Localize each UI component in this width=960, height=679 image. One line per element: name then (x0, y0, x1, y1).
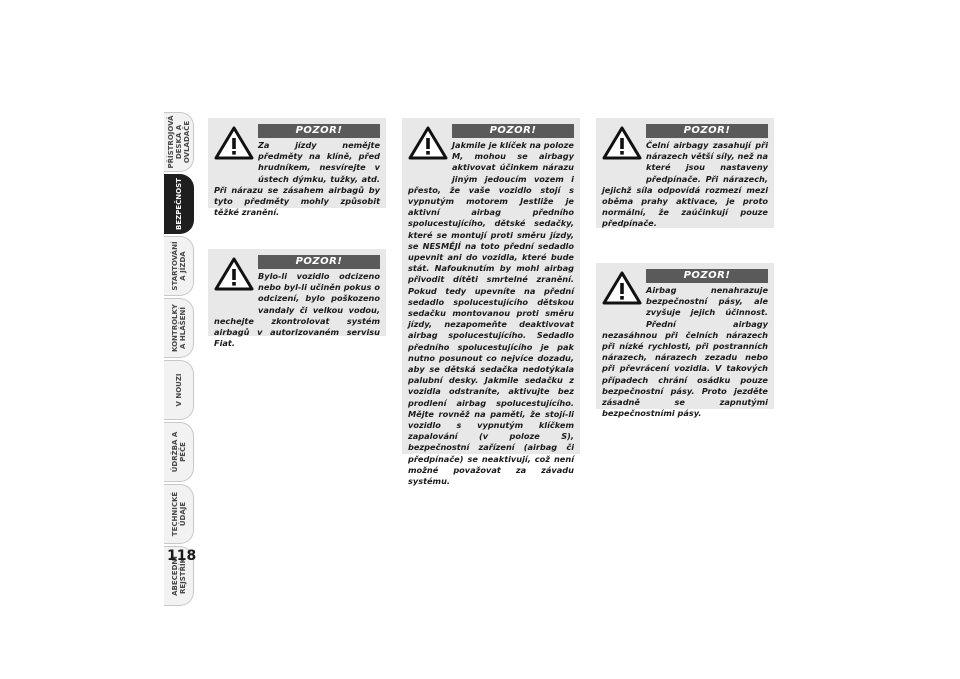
warning-triangle-icon (408, 126, 448, 160)
page-number: 118 (167, 548, 197, 564)
tab-label: STARTOVÁNÍ A JÍZDA (170, 241, 187, 291)
warning-text: Jakmile je klíček na poloze M, mohou se airbagy aktivovat účinkem nárazu jiným jedoucím vozem i přesto, že vaše vozidlo stojí s vypnutým motorem Jestliže je aktivní airbag předního spolucestujícího, dětské sedačky, které se montují proti směru jízdy, se NESMĚJÍ na toto přední sedadlo upevnit ani do vozidla, které bude stát. Nafouknutím by mohl airbag přivodit dítěti smrtelné zranění. Pokud tedy upevníte na přední sedadlo spolucestujícího dětskou sedačku montovanou proti směru jízdy, nezapomeňte deaktivovat airbag spolucestujícího. Sedadlo předního spolucestujícího je pak nutno posunout co nejvíce dozadu, aby se dětská sedačka nedotýkala palubní desky. Jakmile sedačku z vozidla odstraníte, aktivujte bez prodlení airbag spolucestujícího. Mějte rovněž na paměti, že stojí-li vozidlo s vypnutým klíčkem zapalování (v poloze S), bezpečnostní zařízení (airbag či předpínače) se neaktivují, což není možné považovat za závadu systému. (408, 140, 574, 487)
warning-title: POZOR! (258, 255, 380, 269)
warning-text: Airbag nenahrazuje bezpečnostní pásy, ale zvyšuje jejich účinnost. Přední airbagy nezasáhnou při čelních nárazech při nízké rychlosti, při postranních nárazech, nárazech zezadu nebo při převrácení vozidla. V takových případech chrání osádku pouze bezpečnostní pásy. Proto jezděte zásadně se zapnutými bezpečnostními pásy. (602, 285, 768, 419)
warning-text: Za jízdy nemějte předměty na klíně, před hrudníkem, nesvírejte v ústech dýmku, tužky, atd. Při nárazu se zásahem airbagů by tyto předměty mohly způsobit těžké zranění. (214, 140, 380, 218)
tab-label: BEZPEČNOST (174, 178, 183, 230)
warning-box (402, 118, 580, 487)
tab-startovani[interactable] (164, 236, 194, 296)
warning-triangle-icon (602, 271, 642, 305)
warning-text: Bylo-li vozidlo odcizeno nebo byl-li učiněn pokus o odcizení, bylo poškozeno vandaly či velkou vodou, nechejte zkontrolovat systém airbagů v autorizovaném servisu Fiat. (214, 271, 380, 349)
warning-box (208, 249, 386, 349)
tab-technicke-udaje[interactable] (164, 484, 194, 544)
warning-title: POZOR! (452, 124, 574, 138)
warning-text: Čelní airbagy zasahují při nárazech větší síly, než na které jsou nastaveny předpínače. Při nárazech, jejichž síla odpovídá rozmezí mezi oběma prahy aktivace, je proto normální, že zaúčinkují pouze předpínače. (602, 140, 768, 229)
warning-title: POZOR! (646, 124, 768, 138)
tab-kontrolky[interactable] (164, 298, 194, 358)
warning-triangle-icon (214, 257, 254, 291)
warning-text-wrap (408, 124, 574, 487)
tab-label: ABECEDNÍ REJSTŘÍK (170, 556, 187, 596)
tab-pristrojova-deska[interactable] (164, 112, 194, 172)
warning-title: POZOR! (258, 124, 380, 138)
warning-box (596, 263, 774, 419)
tab-udrzba[interactable] (164, 422, 194, 482)
warning-triangle-icon (214, 126, 254, 160)
tab-label: V NOUZI (174, 373, 183, 407)
tab-v-nouzi[interactable] (164, 360, 194, 420)
tab-label: PŘÍSTROJOVÁ DESKA A OVLADAČE (166, 115, 191, 169)
warning-box (208, 118, 386, 218)
warning-triangle-icon (602, 126, 642, 160)
warning-box (596, 118, 774, 228)
warning-title: POZOR! (646, 269, 768, 283)
tab-label: KONTROLKY A HLÁŠENÍ (170, 304, 187, 352)
tab-label: TECHNICKÉ ÚDAJE (170, 491, 187, 537)
tab-label: ÚDRŽBA A PÉČE (170, 431, 187, 473)
tab-bezpecnost[interactable] (164, 174, 194, 234)
